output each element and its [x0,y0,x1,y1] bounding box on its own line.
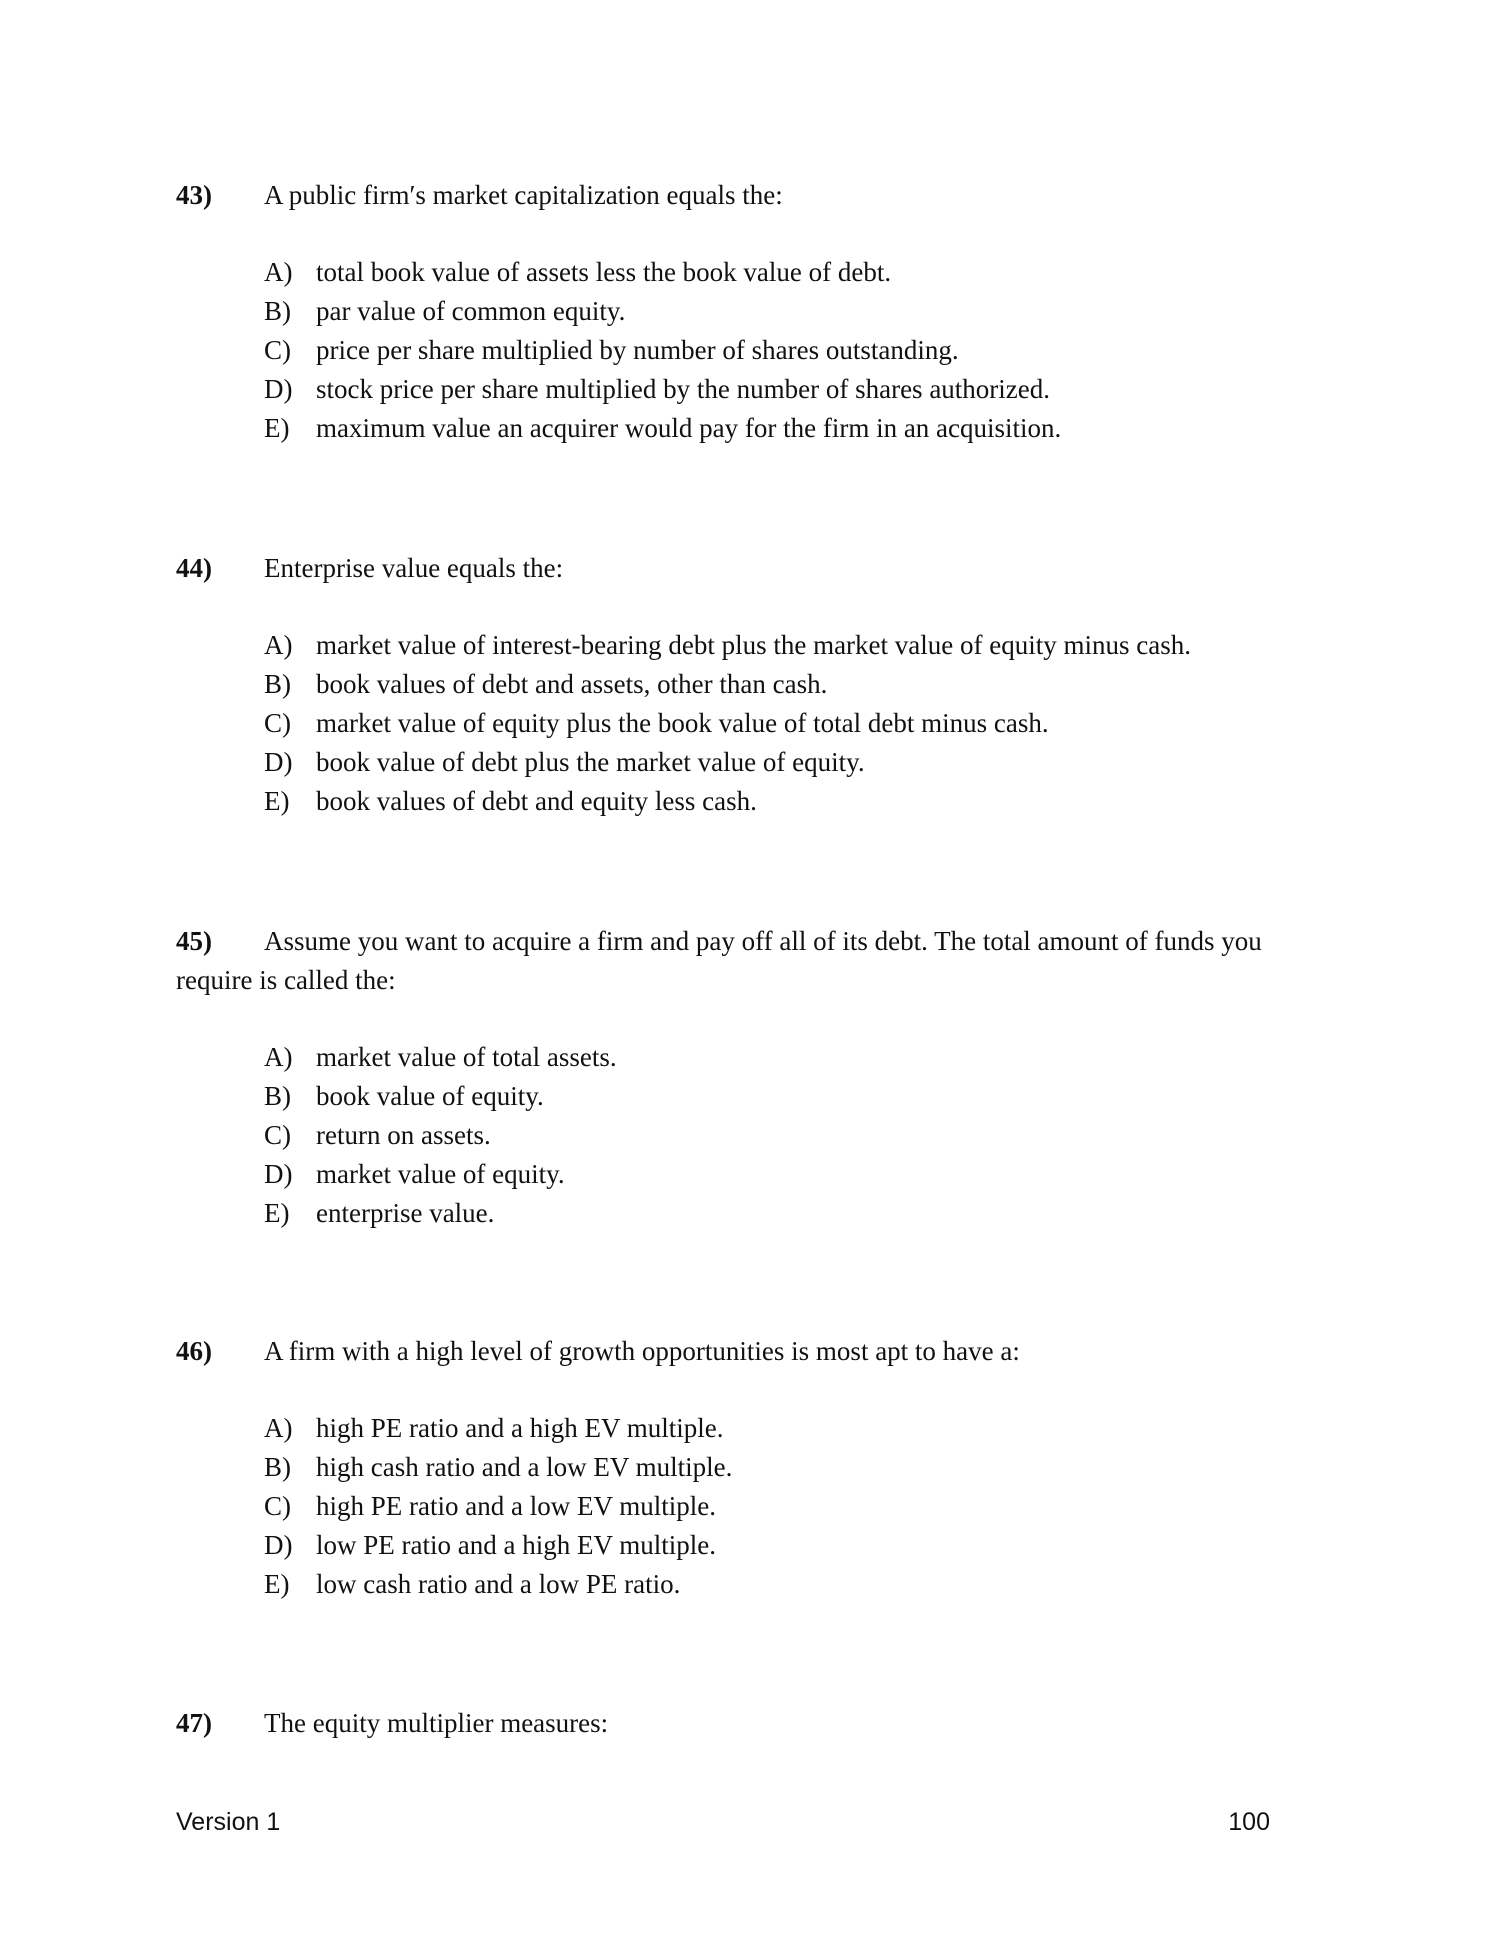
option-letter: E) [264,413,290,443]
option-letter: E) [264,786,290,816]
option-letter: A) [264,1042,293,1072]
option-text: stock price per share multiplied by the number of shares authorized. [316,374,1051,404]
option-d [176,1155,1306,1194]
options-list [176,1038,1306,1233]
option-text: market value of interest-bearing debt plus the market value of equity minus cash. [316,630,1191,660]
option-c [176,1116,1306,1155]
option-text: total book value of assets less the book value of debt. [316,257,892,287]
option-letter: D) [264,747,293,777]
option-letter: D) [264,374,293,404]
option-letter: D) [264,1530,293,1560]
option-text: high PE ratio and a high EV multiple. [316,1413,724,1443]
question-number: 46) [176,1336,212,1366]
option-text: book value of debt plus the market value of equity. [316,747,865,777]
option-text: high PE ratio and a low EV multiple. [316,1491,716,1521]
option-text: maximum value an acquirer would pay for the firm in an acquisition. [316,413,1062,443]
footer-version: Version 1 [176,1808,281,1836]
question-text: Assume you want to acquire a firm and pay off all of its debt. The total amount of funds you require is called the: [176,926,1262,995]
question-text: The equity multiplier measures: [264,1708,609,1738]
option-b [176,1077,1306,1116]
option-letter: E) [264,1198,290,1228]
option-letter: A) [264,257,293,287]
option-text: return on assets. [316,1120,491,1150]
option-text: price per share multiplied by number of shares outstanding. [316,335,959,365]
option-letter: C) [264,335,291,365]
question-number: 44) [176,553,212,583]
option-letter: B) [264,296,291,326]
option-text: low PE ratio and a high EV multiple. [316,1530,716,1560]
footer-page-number: 100 [1228,1808,1270,1836]
option-text: book values of debt and equity less cash. [316,786,757,816]
option-e [176,1194,1306,1233]
option-text: high cash ratio and a low EV multiple. [316,1452,733,1482]
option-letter: C) [264,708,291,738]
option-letter: A) [264,1413,293,1443]
question-text: A firm with a high level of growth opportunities is most apt to have a: [264,1336,1020,1366]
option-letter: A) [264,630,293,660]
option-text: book value of equity. [316,1081,544,1111]
question-text: Enterprise value equals the: [264,553,564,583]
option-letter: B) [264,1081,291,1111]
option-text: enterprise value. [316,1198,495,1228]
question-45 [176,922,1306,1233]
option-letter: C) [264,1120,291,1150]
question-number: 47) [176,1708,212,1738]
option-letter: D) [264,1159,293,1189]
question-number: 45) [176,926,212,956]
question-text: A public firm′s market capitalization equals the: [264,180,783,210]
question-number: 43) [176,180,212,210]
option-letter: C) [264,1491,291,1521]
option-text: book values of debt and assets, other than cash. [316,669,828,699]
option-a [176,1038,1306,1077]
option-text: par value of common equity. [316,296,626,326]
option-text: low cash ratio and a low PE ratio. [316,1569,681,1599]
option-text: market value of equity plus the book value of total debt minus cash. [316,708,1049,738]
option-letter: B) [264,1452,291,1482]
option-letter: E) [264,1569,290,1599]
option-letter: B) [264,669,291,699]
option-text: market value of total assets. [316,1042,617,1072]
option-text: market value of equity. [316,1159,565,1189]
